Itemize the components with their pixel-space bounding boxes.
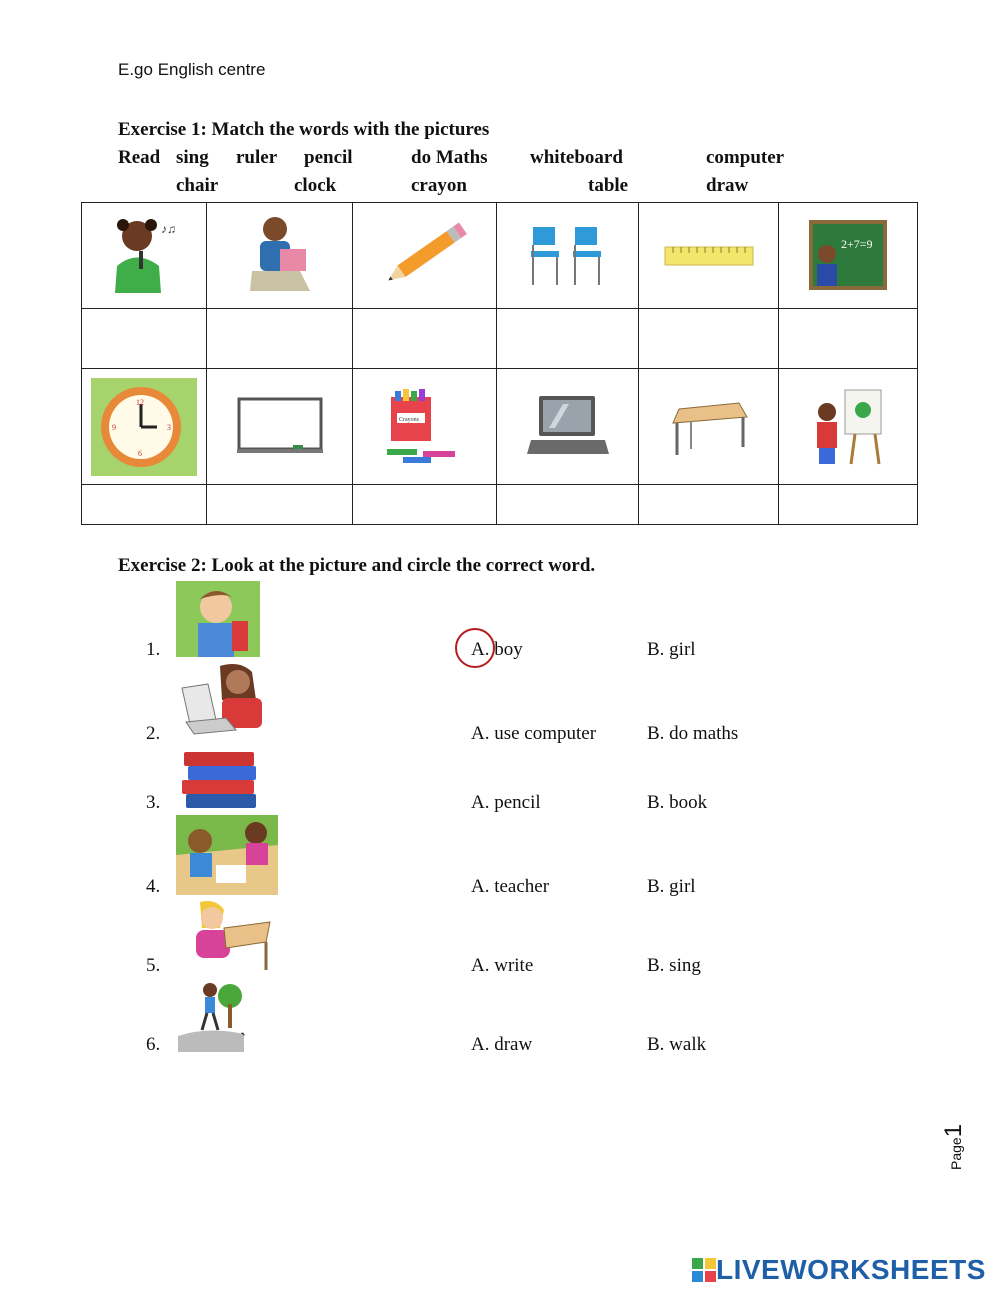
item-number: 6. [146,1034,161,1055]
picture-cell [353,203,497,309]
table-picture [669,395,749,459]
whiteboard-picture [235,395,325,459]
svg-text:3: 3 [167,422,171,432]
option-b[interactable]: B. walk [647,1034,707,1055]
option-b[interactable]: B. do maths [647,723,739,744]
word-draw: draw [706,175,749,196]
stack-of-books-picture [180,748,260,810]
answer-cell[interactable] [207,485,353,525]
boy-drawing-picture [807,386,889,468]
word-read: Read [118,147,161,168]
page-number [940,1124,968,1170]
word-chair: chair [176,175,219,196]
option-b[interactable]: B. girl [647,876,696,897]
page-number-value: 1 [940,1123,967,1138]
clock-picture [91,378,197,476]
svg-text:6: 6 [138,448,142,458]
girl-singing-picture [99,211,189,301]
answer-circle [455,628,495,668]
answer-cell[interactable] [639,309,779,369]
liveworksheets-logo [692,1254,986,1286]
picture-cell [497,203,639,309]
option-b[interactable]: B. book [647,792,708,813]
item-number: 4. [146,876,161,897]
option-b[interactable]: B. girl [647,639,696,660]
picture-cell [207,203,353,309]
logo-icon [692,1258,716,1282]
exercise2-title: Exercise 2: Look at the picture and circle the correct word. [118,555,596,576]
answer-cell[interactable] [82,309,207,369]
page-label: Page [948,1137,964,1170]
matching-table [81,202,918,525]
option-b[interactable]: B. sing [647,955,701,976]
svg-text:2+7=9: 2+7=9 [841,236,873,251]
ruler-picture [663,241,755,271]
answer-cell[interactable] [497,485,639,525]
logo-text: LIVEWORKSHEETS [716,1254,986,1285]
boy-with-backpack-picture [176,581,260,657]
answer-cell[interactable] [497,309,639,369]
option-a[interactable]: A. draw [471,1034,533,1055]
picture-cell [779,203,918,309]
svg-text:Crayons: Crayons [398,416,419,423]
word-sing: sing [176,147,209,168]
answer-cell[interactable] [82,485,207,525]
stray-mark: ` [240,1030,247,1051]
svg-text:♪♫: ♪♫ [161,221,176,236]
laptop-picture [527,392,609,462]
answer-cell[interactable] [779,309,918,369]
exercise1-title: Exercise 1: Match the words with the pictures [118,119,490,140]
item-number: 3. [146,792,161,813]
word-computer: computer [706,147,785,168]
option-a[interactable]: A. boy [471,639,523,660]
word-whiteboard: whiteboard [530,147,623,168]
word-crayon: crayon [411,175,467,196]
word-ruler: ruler [236,147,278,168]
centre-name: E.go English centre [118,60,266,79]
crayons-picture [383,387,467,467]
answer-cell[interactable] [353,309,497,369]
svg-text:9: 9 [112,422,116,432]
answer-cell[interactable] [779,485,918,525]
picture-cell [639,203,779,309]
picture-cell [639,369,779,485]
picture-cell [353,369,497,485]
answer-cell[interactable] [353,485,497,525]
word-pencil: pencil [304,147,353,168]
word-do-maths: do Maths [411,147,488,168]
option-a[interactable]: A. use computer [471,723,597,744]
option-a[interactable]: A. pencil [471,792,541,813]
girl-using-computer-picture [176,660,270,736]
answer-cell[interactable] [207,309,353,369]
option-a[interactable]: A. write [471,955,534,976]
picture-cell [82,203,207,309]
picture-cell [779,369,918,485]
svg-text:12: 12 [136,397,144,407]
option-a[interactable]: A. teacher [471,876,550,897]
chairs-picture [523,221,613,291]
answer-cell[interactable] [639,485,779,525]
boy-reading-picture [240,211,320,301]
word-clock: clock [294,175,337,196]
girl-writing-picture [180,898,272,972]
girls-at-desk-picture [176,815,278,895]
item-number: 1. [146,639,161,660]
item-number: 2. [146,723,161,744]
pencil-picture [375,216,475,296]
boy-doing-maths-picture [805,218,891,294]
item-number: 5. [146,955,161,976]
picture-cell [497,369,639,485]
picture-cell [82,369,207,485]
word-table: table [588,175,629,196]
boy-walking-picture [178,976,247,1052]
picture-cell [207,369,353,485]
